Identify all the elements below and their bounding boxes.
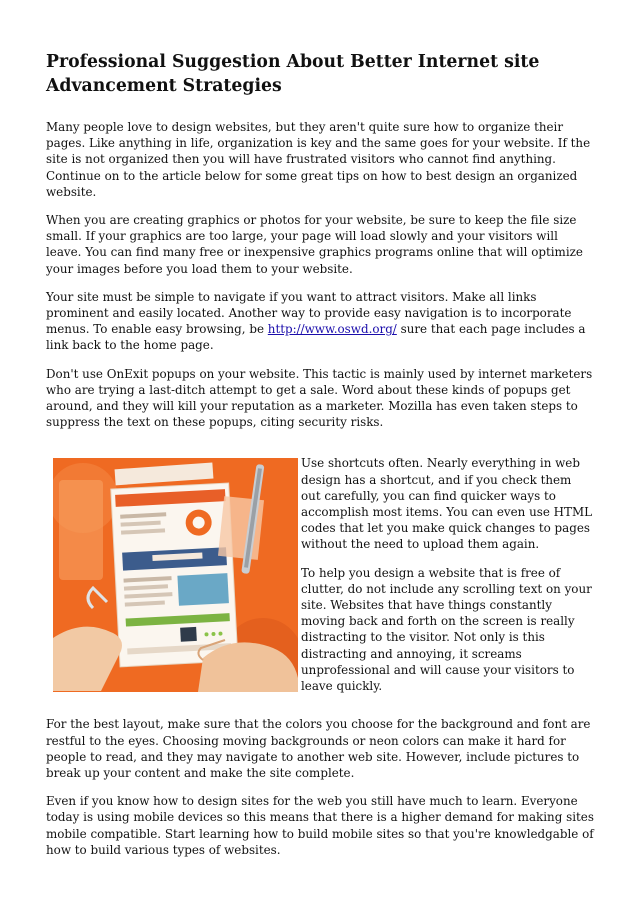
oswd-link[interactable]: http://www.oswd.org/ xyxy=(267,322,397,337)
page-title: Professional Suggestion About Better Internet site Advancement Strategies xyxy=(46,52,540,96)
paragraph-shortcuts: Use shortcuts often. Nearly everything in web design has a shortcut, and if you check them out carefully, you can find quicker ways to accomplish most items. You can even use HTML codes that let you make quick changes to pages without the need to upload them again. xyxy=(301,456,593,552)
paragraph-popups: Don't use OnExit popups on your website. This tactic is mainly used by internet marketers who are trying a last-ditch attempt to get a sale. Word about these kinds of popups get around, and they will kill your reputation as a marketer. Mozilla has even taken steps to suppress the text on these popups, citing security risks. xyxy=(46,366,593,430)
paragraph-navigation xyxy=(46,289,594,354)
paragraph-graphics: When you are creating graphics or photos for your website, be sure to keep the file size small. If your graphics are too large, your page will load slowly and your visitors will leave. You can find many free or inexpensive graphics programs online that will optimize your images before you load them to your website. xyxy=(46,213,583,276)
side-column xyxy=(301,455,594,706)
paragraph-scrolling-text: To help you design a website that is free of clutter, do not include any scrolling text on your site. Websites that have things constantly moving back and forth on the screen is really distracting to the visitor. Not only is this distracting and annoying, it screams unprofessional and will cause your visitors to leave quickly. xyxy=(301,565,592,694)
paragraph-navigation-text-after: sure that each page includes a link back to the home page. xyxy=(46,322,586,353)
paragraph-navigation-text-before: Your site must be simple to navigate if you want to attract visitors. Make all links prominent and easily located. Another way to provide easy navigation is to incorporate menus. To enable easy browsing, be xyxy=(46,289,572,337)
figure-block xyxy=(46,458,594,706)
paragraph-colors: For the best layout, make sure that the colors you choose for the background and font are restful to the eyes. Choosing moving backgrounds or neon colors can make it hard for people to read, and they may navigate to another web site. However, include pictures to break up your content and make the site complete. xyxy=(46,717,591,780)
web-design-illustration xyxy=(53,458,298,692)
article xyxy=(46,50,594,870)
web-design-illustration-art xyxy=(53,458,298,692)
paragraph-intro: Many people love to design websites, but they aren't quite sure how to organize their pages. Like anything in life, organization is key and the same goes for your website. If the site is not organized then you will have frustrated visitors who cannot find anything. Continue on to the article below for some great tips on how to best design an organized website. xyxy=(46,120,591,199)
paragraph-mobile: Even if you know how to design sites for the web you still have much to learn. Everyone today is using mobile devices so this means that there is a higher demand for making sites mobile compatible. Start learning how to build mobile sites so that you're knowledgable of how to build various types of websites. xyxy=(46,794,594,857)
